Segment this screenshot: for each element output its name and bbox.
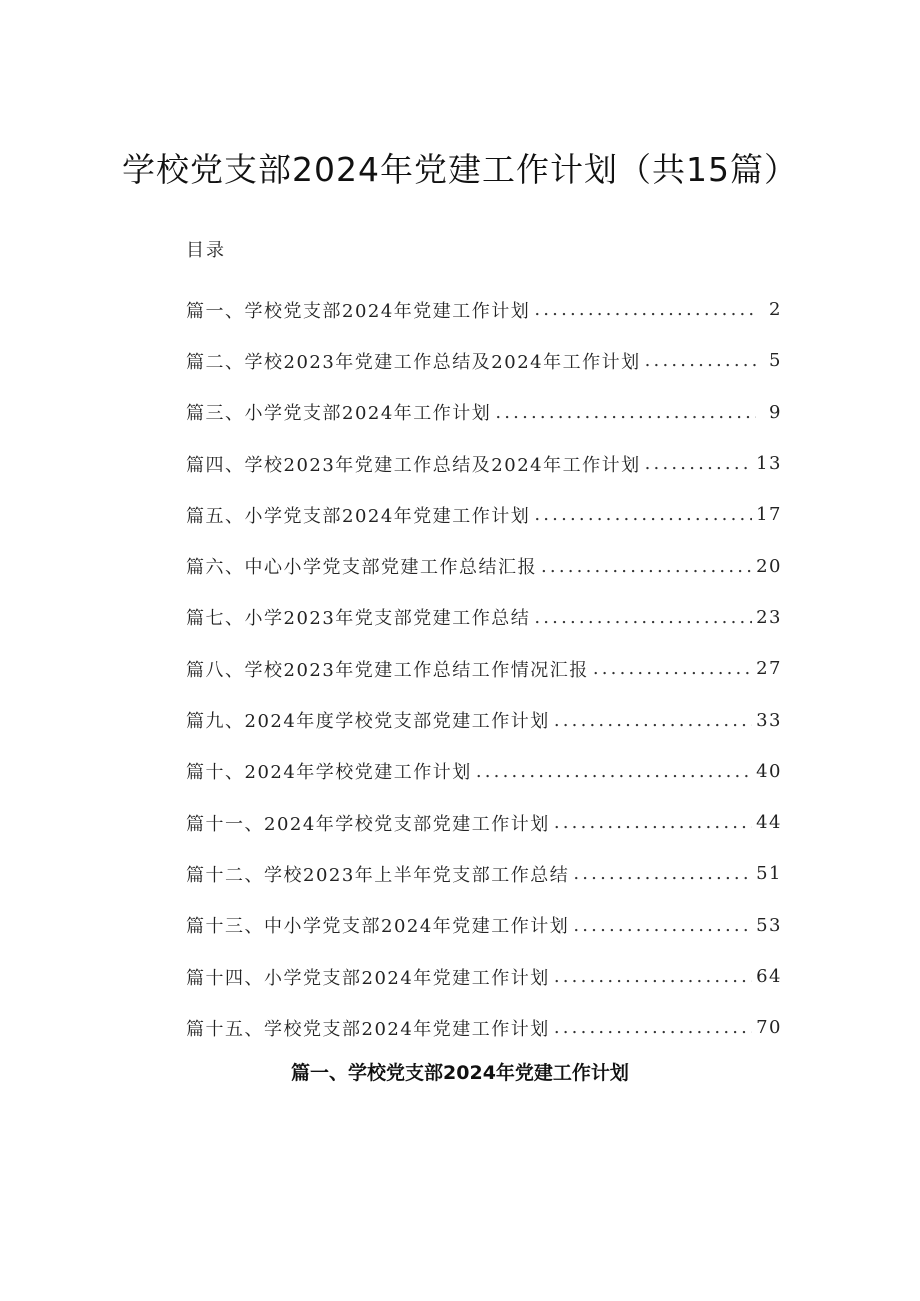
toc-item-14[interactable] xyxy=(186,951,782,1002)
toc-item-page: 33 xyxy=(756,709,782,731)
toc-item-page: 9 xyxy=(769,401,782,423)
toc-item-page: 20 xyxy=(756,555,782,577)
table-of-contents xyxy=(186,284,782,1053)
toc-dot-leader xyxy=(593,658,752,679)
toc-item-label: 篇十三、中小学党支部2024年党建工作计划 xyxy=(186,916,570,938)
toc-heading: 目录 xyxy=(186,240,226,261)
toc-item-label: 篇八、学校2023年党建工作总结工作情况汇报 xyxy=(186,659,589,681)
toc-dot-leader xyxy=(534,299,756,320)
toc-item-page: 5 xyxy=(769,350,782,372)
toc-item-15[interactable] xyxy=(186,1002,782,1053)
toc-item-page: 13 xyxy=(756,453,782,475)
toc-item-page: 64 xyxy=(756,966,782,987)
toc-item-page: 23 xyxy=(756,606,782,628)
toc-item-1[interactable] xyxy=(186,284,782,335)
toc-dot-leader xyxy=(554,1017,752,1038)
toc-item-page: 53 xyxy=(756,914,782,936)
toc-dot-leader xyxy=(645,453,752,474)
toc-dot-leader xyxy=(554,966,752,987)
toc-item-label: 篇四、学校2023年党建工作总结及2024年工作计划 xyxy=(186,454,641,476)
toc-item-10[interactable] xyxy=(186,746,782,797)
toc-item-11[interactable] xyxy=(186,797,782,848)
toc-dot-leader xyxy=(495,402,756,423)
toc-item-8[interactable] xyxy=(186,643,782,694)
toc-item-label: 篇七、小学2023年党支部党建工作总结 xyxy=(186,608,531,630)
toc-item-label: 篇六、中心小学党支部党建工作总结汇报 xyxy=(186,557,537,579)
toc-item-label: 篇二、学校2023年党建工作总结及2024年工作计划 xyxy=(186,351,641,373)
toc-item-page: 44 xyxy=(756,812,782,834)
toc-item-label: 篇十、2024年学校党建工作计划 xyxy=(186,762,472,784)
toc-item-page: 40 xyxy=(756,760,782,782)
toc-item-label: 篇十五、学校党支部2024年党建工作计划 xyxy=(186,1018,550,1040)
toc-dot-leader xyxy=(534,607,752,628)
toc-dot-leader xyxy=(573,915,752,936)
toc-dot-leader xyxy=(476,761,752,782)
toc-item-label: 篇十一、2024年学校党支部党建工作计划 xyxy=(186,813,550,835)
toc-item-page: 51 xyxy=(756,863,782,885)
toc-item-page: 17 xyxy=(756,504,782,526)
toc-dot-leader xyxy=(554,812,752,833)
toc-item-page: 2 xyxy=(769,299,782,321)
toc-item-2[interactable] xyxy=(186,335,782,386)
toc-item-label: 篇十四、小学党支部2024年党建工作计划 xyxy=(186,967,550,989)
document-title: 学校党支部2024年党建工作计划（共15篇） xyxy=(122,150,798,189)
toc-dot-leader xyxy=(541,556,752,577)
toc-dot-leader xyxy=(573,863,752,884)
toc-item-3[interactable] xyxy=(186,387,782,438)
toc-item-4[interactable] xyxy=(186,438,782,489)
toc-dot-leader xyxy=(554,710,752,731)
toc-item-page: 70 xyxy=(756,1017,782,1039)
toc-dot-leader xyxy=(645,350,756,371)
toc-item-7[interactable] xyxy=(186,592,782,643)
toc-dot-leader xyxy=(534,504,752,525)
toc-item-label: 篇十二、学校2023年上半年党支部工作总结 xyxy=(186,864,570,886)
section-heading: 篇一、学校党支部2024年党建工作计划 xyxy=(291,1062,629,1084)
toc-item-label: 篇一、学校党支部2024年党建工作计划 xyxy=(186,300,531,322)
toc-item-page: 27 xyxy=(756,658,782,680)
toc-item-12[interactable] xyxy=(186,848,782,899)
toc-item-13[interactable] xyxy=(186,900,782,951)
toc-item-label: 篇九、2024年度学校党支部党建工作计划 xyxy=(186,711,550,733)
toc-item-label: 篇三、小学党支部2024年工作计划 xyxy=(186,403,492,425)
toc-item-5[interactable] xyxy=(186,489,782,540)
toc-item-6[interactable] xyxy=(186,540,782,591)
toc-item-9[interactable] xyxy=(186,694,782,745)
toc-item-label: 篇五、小学党支部2024年党建工作计划 xyxy=(186,505,531,527)
